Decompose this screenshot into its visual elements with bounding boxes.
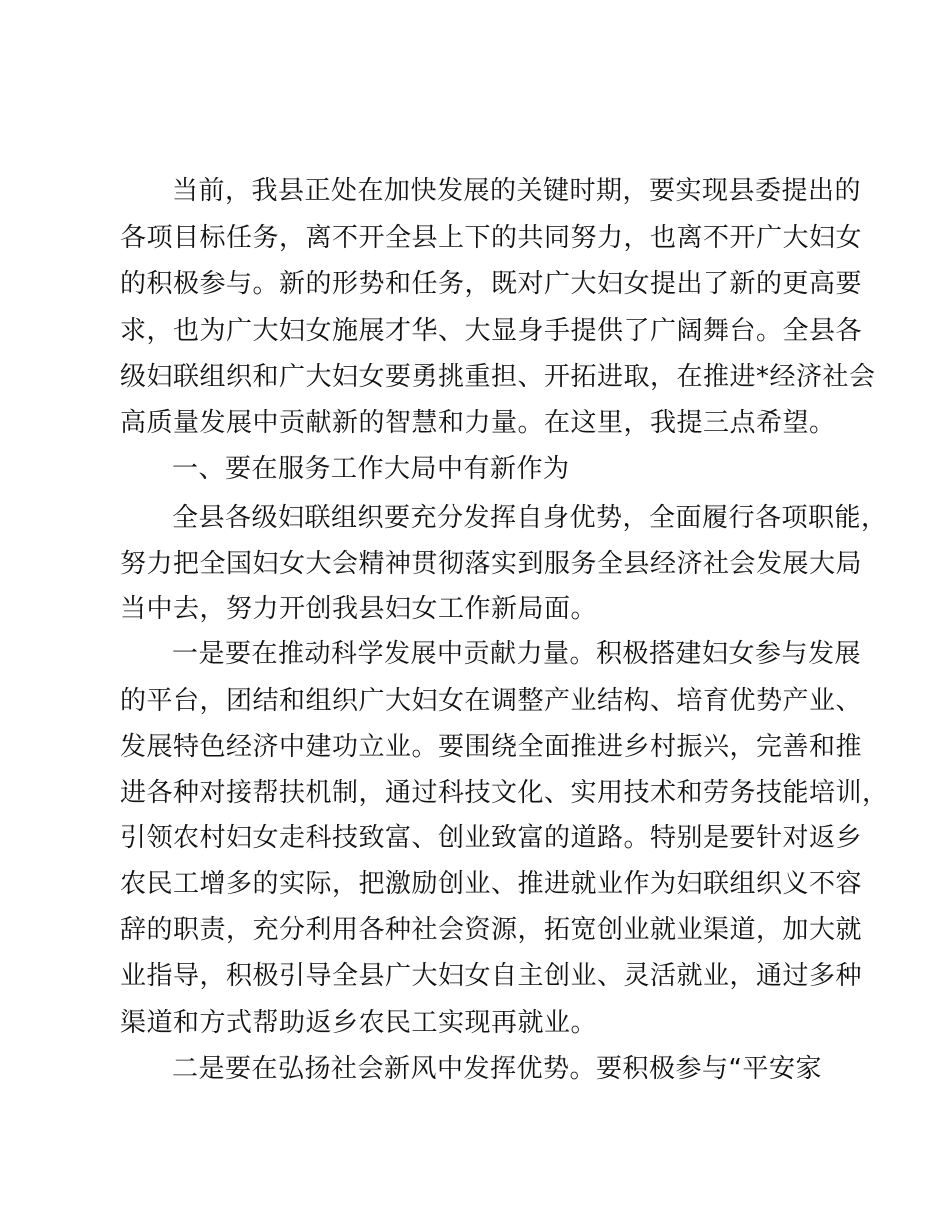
paragraph-line: 高质量发展中贡献新的智慧和力量。在这里，我提三点希望。: [120, 408, 836, 438]
paragraph-line: 当前，我县正处在加快发展的关键时期，要实现县委提出的: [172, 176, 862, 206]
paragraph-line: 发展特色经济中建功立业。要围绕全面推进乡村振兴，完善和推: [120, 732, 863, 762]
section-heading: 一、要在服务工作大局中有新作为: [172, 454, 570, 484]
paragraph-line: 一是要在推动科学发展中贡献力量。积极搭建妇女参与发展: [172, 639, 862, 669]
paragraph-line: 努力把全国妇女大会精神贯彻落实到服务全县经济社会发展大局: [120, 549, 863, 579]
paragraph-line: 各项目标任务，离不开全县上下的共同努力，也离不开广大妇女: [120, 223, 863, 253]
paragraph-line: 的平台，团结和组织广大妇女在调整产业结构、培育优势产业、: [120, 686, 863, 716]
paragraph-line: 进各种对接帮扶机制，通过科技文化、实用技术和劳务技能培训，: [120, 778, 889, 808]
paragraph-line: 当中去，努力开创我县妇女工作新局面。: [120, 594, 598, 624]
paragraph-line: 渠道和方式帮助返乡农民工实现再就业。: [120, 1008, 598, 1038]
paragraph-line: 辞的职责，充分利用各种社会资源，拓宽创业就业渠道，加大就: [120, 915, 863, 945]
paragraph-line: 的积极参与。新的形势和任务，既对广大妇女提出了新的更高要: [120, 269, 863, 299]
paragraph-line: 全县各级妇联组织要充分发挥自身优势，全面履行各项职能，: [172, 503, 888, 533]
paragraph-line: 级妇联组织和广大妇女要勇挑重担、开拓进取，在推进*经济社会: [120, 362, 876, 392]
paragraph-line: 业指导，积极引导全县广大妇女自主创业、灵活就业，通过多种: [120, 961, 863, 991]
paragraph-line: 求，也为广大妇女施展才华、大显身手提供了广阔舞台。全县各: [120, 316, 863, 346]
paragraph-line: 农民工增多的实际，把激励创业、推进就业作为妇联组织义不容: [120, 869, 863, 899]
paragraph-line: 二是要在弘扬社会新风中发挥优势。要积极参与“平安家: [172, 1054, 822, 1084]
paragraph-line: 引领农村妇女走科技致富、创业致富的道路。特别是要针对返乡: [120, 823, 863, 853]
